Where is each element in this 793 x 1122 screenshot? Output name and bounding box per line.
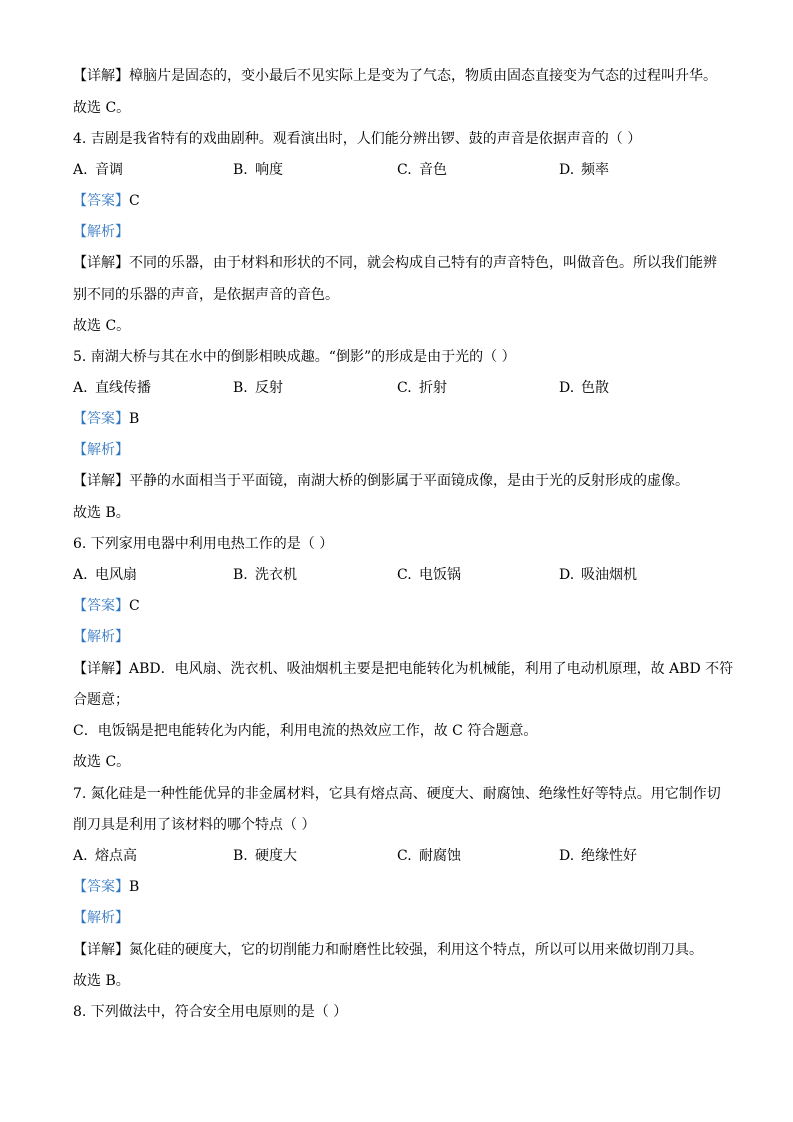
q5-options	[73, 378, 733, 398]
q4-conclusion: 故选 C。	[73, 318, 131, 334]
answer-value: B	[129, 879, 140, 895]
q7-question-line1: 7. 氮化硅是一种性能优异的非金属材料，它具有熔点高、硬度大、耐腐蚀、绝缘性好等特点。用它制作切	[73, 786, 721, 802]
answer-value: C	[129, 193, 140, 209]
answer-value: B	[129, 411, 140, 427]
q7-detail-line1: 【详解】氮化硅的硬度大，它的切削能力和耐磨性比较强，利用这个特点，所以可以用来做切削刀具。	[73, 942, 703, 958]
q4-options	[73, 160, 733, 180]
q4-option-d: D. 频率	[559, 162, 609, 178]
q8-question: 8. 下列做法中，符合安全用电原则的是（ ）	[73, 1004, 348, 1020]
analysis-tag: 【解析】	[73, 224, 129, 240]
detail-text: 樟脑片是固态的，变小最后不见实际上是变为了气态，物质由固态直接变为气态的过程叫升华。	[129, 68, 717, 84]
q4-answer	[73, 191, 733, 211]
q4-analysis	[73, 222, 733, 242]
q6-option-a: A. 电风扇	[73, 567, 137, 583]
answer-tag: 【答案】	[73, 411, 129, 427]
q5-answer	[73, 409, 733, 429]
q6-analysis	[73, 627, 733, 647]
q5-question: 5. 南湖大桥与其在水中的倒影相映成趣。“倒影”的形成是由于光的（ ）	[73, 349, 516, 365]
q7-answer	[73, 877, 733, 897]
q5-detail-line1: 【详解】平静的水面相当于平面镜，南湖大桥的倒影属于平面镜成像，是由于光的反射形成的虚像。	[73, 473, 689, 489]
q4-option-a: A. 音调	[73, 162, 123, 178]
q4-option-c: C. 音色	[397, 162, 447, 178]
q3-conclusion: 故选 C。	[73, 100, 131, 116]
q4-detail-line2: 别不同的乐器的声音，是依据声音的音色。	[73, 287, 339, 303]
q7-option-d: D. 绝缘性好	[559, 848, 637, 864]
q6-detail-line2: 合题意；	[73, 692, 129, 708]
detail-tag: 【详解】	[73, 942, 129, 958]
q6-detail-line3: C．电饭锅是把电能转化为内能，利用电流的热效应工作，故 C 符合题意。	[73, 723, 538, 739]
q4-detail-line1: 【详解】不同的乐器，由于材料和形状的不同，就会构成自己特有的声音特色，叫做音色。所以我们能辨	[73, 255, 717, 271]
q6-option-b: B. 洗衣机	[233, 567, 297, 583]
q4-question: 4. 吉剧是我省特有的戏曲剧种。观看演出时，人们能分辨出锣、鼓的声音是依据声音的（ ）	[73, 131, 642, 147]
q6-question: 6. 下列家用电器中利用电热工作的是（ ）	[73, 536, 334, 552]
q6-option-d: D. 吸油烟机	[559, 567, 637, 583]
q7-question-line2: 削刀具是利用了该材料的哪个特点（ ）	[73, 817, 316, 833]
q6-answer	[73, 596, 733, 616]
analysis-tag: 【解析】	[73, 629, 129, 645]
q7-option-b: B. 硬度大	[233, 848, 297, 864]
analysis-tag: 【解析】	[73, 442, 129, 458]
answer-tag: 【答案】	[73, 879, 129, 895]
q5-conclusion: 故选 B。	[73, 505, 130, 521]
q5-option-b: B. 反射	[233, 380, 283, 396]
q7-options	[73, 846, 733, 866]
q6-conclusion: 故选 C。	[73, 754, 131, 770]
q6-detail-line1: 【详解】ABD．电风扇、洗衣机、吸油烟机主要是把电能转化为机械能，利用了电动机原理，故 ABD 不符	[73, 661, 734, 677]
q4-option-b: B. 响度	[233, 162, 283, 178]
answer-value: C	[129, 598, 140, 614]
q5-option-d: D. 色散	[559, 380, 609, 396]
detail-tag: 【详解】	[73, 473, 129, 489]
q3-detail	[73, 66, 733, 86]
detail-tag: 【详解】	[73, 255, 129, 271]
q5-option-a: A. 直线传播	[73, 380, 151, 396]
q6-options	[73, 565, 733, 585]
answer-tag: 【答案】	[73, 598, 129, 614]
q5-option-c: C. 折射	[397, 380, 447, 396]
analysis-tag: 【解析】	[73, 910, 129, 926]
q6-option-c: C. 电饭锅	[397, 567, 461, 583]
q5-analysis	[73, 440, 733, 460]
q7-option-c: C. 耐腐蚀	[397, 848, 461, 864]
detail-tag: 【详解】	[73, 661, 129, 677]
q7-analysis	[73, 908, 733, 928]
answer-tag: 【答案】	[73, 193, 129, 209]
detail-tag: 【详解】	[73, 68, 129, 84]
q7-conclusion: 故选 B。	[73, 973, 130, 989]
q7-option-a: A. 熔点高	[73, 848, 137, 864]
